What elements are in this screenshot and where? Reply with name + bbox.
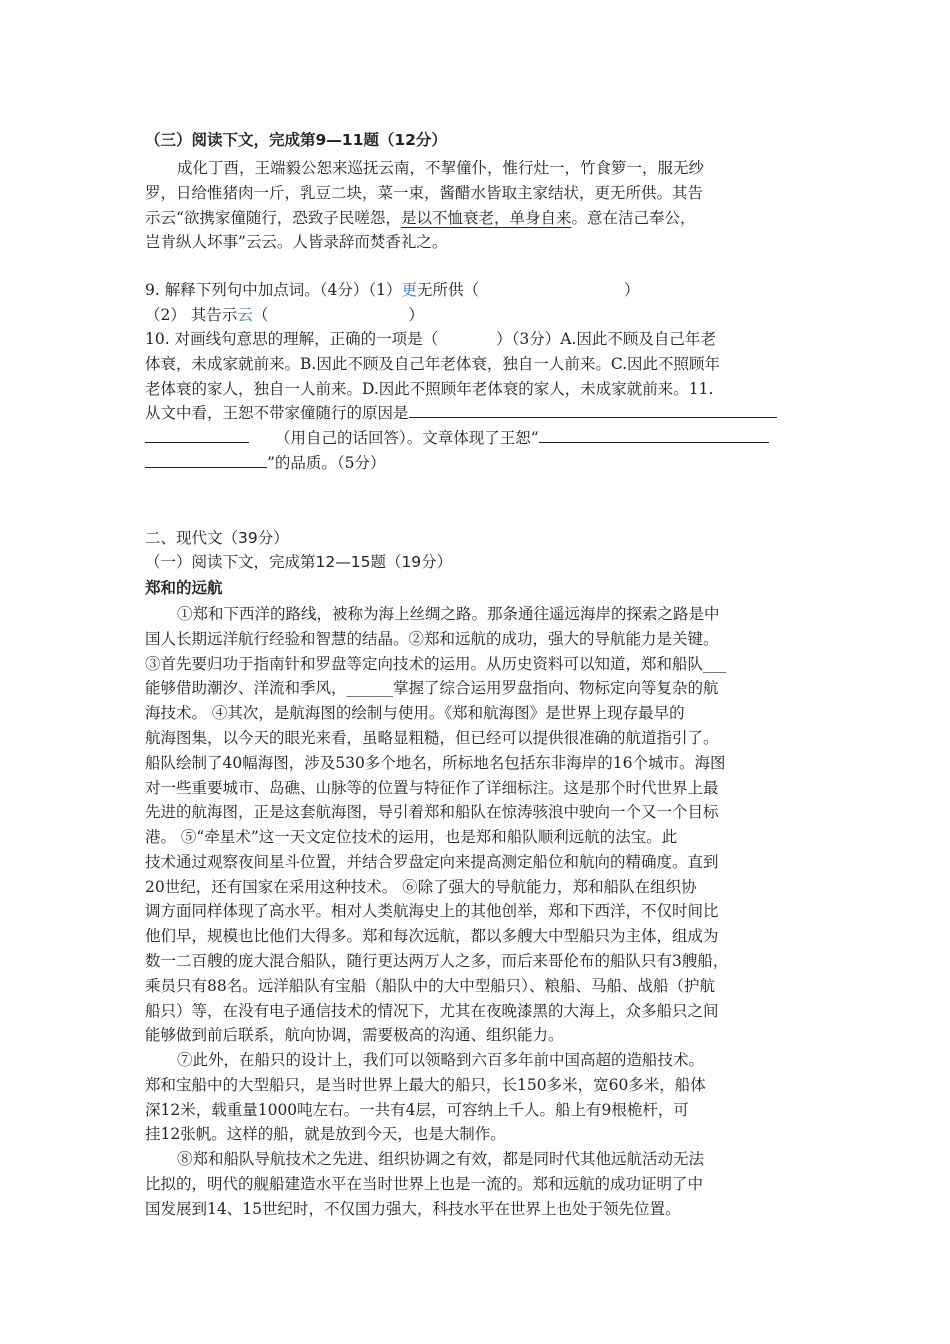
article-line: 能够做到前后联系，航向协调，需要极高的沟通、组织能力。 (145, 1026, 564, 1044)
article-line: 数一二百艘的庞大混合船队，随行更达两万人之多，而后来哥伦布的船队只有3艘船， (145, 952, 729, 970)
question-11 (145, 401, 777, 423)
underlined-sentence: 是以不恤衰老，单身自来 (400, 209, 572, 227)
answer-blank-1[interactable] (409, 401, 777, 418)
classical-line-3-start: 示云“欲携家僮随行，恐致子民嗟怨， (145, 209, 401, 227)
classical-line-3-end: 。意在洁己奉公， (571, 209, 696, 227)
classical-line-1: 成化丁酉，王端毅公恕来巡抚云南，不挈僮仆，惟行灶一，竹食箩一，服无纱 (177, 159, 705, 177)
article-line: 乘员只有88名。远洋船队有宝船（船队中的大中型船只）、粮船、马船、战船（护航 (145, 977, 715, 995)
article-line: 船只）等，在没有电子通信技术的情况下，尤其在夜晚漆黑的大海上，众多船只之间 (145, 1002, 719, 1020)
article-line: ①郑和下西洋的路线，被称为海上丝绸之路。那条通往遥远海岸的探索之路是中 (177, 605, 720, 623)
answer-blank-2[interactable] (145, 426, 249, 443)
article-line: 船队绘制了40幅海图，涉及530多个地名，所标地名包括东非海岸的16个城市。海图 (145, 754, 726, 772)
question-9 (145, 278, 640, 300)
question-10-options-2: 老体衰的家人，独自一人前来。D.因此不照顾年老体衰的家人，未成家就前来。11. (145, 380, 714, 398)
question-11-text: 从文中看，王恕不带家僮随行的原因是 (145, 404, 409, 422)
subsection-heading: （一）阅读下文，完成第12—15题（19分） (145, 553, 453, 571)
article-line: 技术通过观察夜间星斗位置，并结合罗盘定向来提高测定船位和航向的精确度。直到 (145, 853, 719, 871)
paragraph-7-line: 深12米，载重量1000吨左右。一共有4层，可容纳上千人。船上有9根桅杆，可 (145, 1101, 689, 1119)
article-line: 先进的航海图，正是这套航海图，导引着郑和船队在惊涛骇浪中驶向一个又一个目标 (145, 803, 719, 821)
classical-line-3 (145, 206, 695, 228)
question-10-text: 10. 对画线句意思的理解，正确的一项是（ (145, 330, 439, 348)
article-line: 调方面同样体现了高水平。相对人类航海史上的其他创举，郑和下西洋，不仅时间比 (145, 902, 719, 920)
question-11-text-3: ”的品质。（5分） (267, 454, 386, 472)
dotted-word-2: 云 (237, 306, 253, 324)
question-11-line-3 (145, 451, 386, 473)
paragraph-8-line: 比拟的，明代的舰船建造水平在当时世界上也是一流的。郑和远航的成功证明了中 (145, 1175, 704, 1193)
article-line: 海技术。 ④其次，是航海图的绘制与使用。《郑和航海图》是世界上现存最早的 (145, 704, 685, 722)
paragraph-8-line: 国发展到14、15世纪时，不仅国力强大，科技水平在世界上也处于领先位置。 (145, 1200, 681, 1218)
question-9-text-2: 无所供（ (416, 281, 479, 299)
question-10-options-1: 体衰，未成家就前来。B.因此不顾及自己年老体衰，独自一人前来。C.因此不照顾年 (145, 355, 721, 373)
article-line: 对一些重要城市、岛礁、山脉等的位置与特征作了详细标注。这是那个时代世界上最 (145, 779, 719, 797)
article-line: 国人长期远洋航行经验和智慧的结晶。②郑和远航的成功，强大的导航能力是关键。 (145, 630, 719, 648)
question-9-text-4: （ (252, 306, 269, 324)
question-9-text: 9. 解释下列句中加点词。（4分）（1） (145, 281, 402, 299)
article-line: ③首先要归功于指南针和罗盘等定向技术的运用。从历史资料可以知道，郑和船队___ (145, 655, 727, 673)
article-line: 能够借助潮汐、洋流和季风，______掌握了综合运用罗盘指向、物标定向等复杂的航 (145, 679, 719, 697)
question-10-text-2: ）（3分）A.因此不顾及自己年老 (496, 330, 716, 348)
classical-heading: （三）阅读下文，完成第9—11题（12分） (145, 131, 447, 149)
article-line: 他们早，规模也比他们大得多。郑和每次远航，都以多艘大中型船只为主体，组成为 (145, 927, 719, 945)
question-11-line-2 (145, 426, 769, 448)
paragraph-7-line: 郑和宝船中的大型船只，是当时世界上最大的船只，长150多米，宽60多米，船体 (145, 1076, 706, 1094)
question-9-close-1: ） (623, 281, 640, 299)
paragraph-7-line: 挂12张帆。这样的船，就是放到今天，也是大制作。 (145, 1125, 506, 1143)
article-title: 郑和的远航 (145, 579, 223, 597)
question-9-part-2 (145, 303, 424, 325)
article-line: 港。 ⑤“牵星术”这一天文定位技术的运用，也是郑和船队顺利远航的法宝。此 (145, 828, 678, 846)
article-line: 航海图集，以今天的眼光来看，虽略显粗糙，但已经可以提供很准确的航道指引了。 (145, 729, 719, 747)
section-heading: 二、现代文（39分） (145, 529, 289, 547)
question-9-close-2: ） (408, 306, 424, 324)
classical-line-4: 岂肯纵人坏事”云云。人皆录辞而焚香礼之。 (145, 233, 448, 251)
classical-line-2: 罗，日给惟猪肉一斤，乳豆二块，菜一束，酱醋水皆取主家结状，更无所供。其告 (145, 184, 704, 202)
question-10 (145, 327, 716, 349)
answer-blank-4[interactable] (145, 451, 267, 468)
dotted-word-1: 更 (401, 281, 417, 299)
answer-blank-3[interactable] (539, 426, 769, 443)
article-line: 20世纪，还有国家在采用这种技术。 ⑥除了强大的导航能力，郑和船队在组织协 (145, 878, 697, 896)
paragraph-7-line: ⑦此外，在船只的设计上，我们可以领略到六百多年前中国高超的造船技术。 (177, 1051, 705, 1069)
question-9-text-3: （2） 其告示 (145, 306, 238, 324)
paragraph-8-line: ⑧郑和船队导航技术之先进、组织协调之有效，都是同时代其他远航活动无法 (177, 1150, 705, 1168)
question-11-text-2: （用自己的话回答）。文章体现了王恕“ (275, 429, 539, 447)
